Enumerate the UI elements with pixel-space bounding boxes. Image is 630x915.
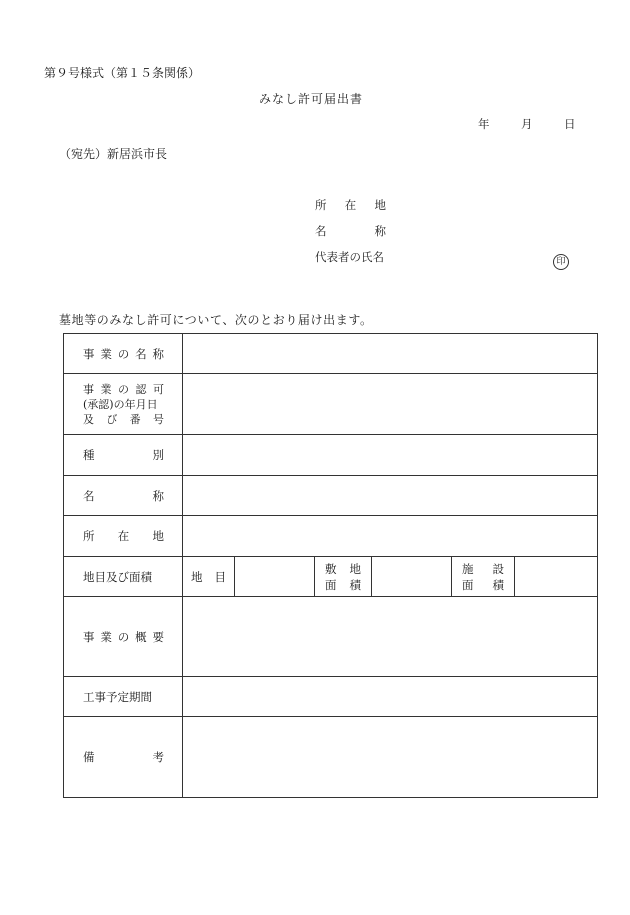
page-title: みなし許可届出書 — [259, 92, 364, 106]
input-type[interactable] — [183, 435, 598, 476]
date-month-label: 月 — [521, 117, 533, 131]
seal-icon: 印 — [553, 254, 569, 270]
input-remarks[interactable] — [183, 717, 598, 798]
input-business-summary[interactable] — [183, 597, 598, 677]
label-approval-line2: (承認)の年月日 — [83, 397, 158, 411]
input-site-area[interactable] — [372, 557, 452, 597]
input-business-name[interactable] — [183, 334, 598, 374]
row-construction-period — [64, 677, 598, 717]
row-approval — [64, 374, 598, 435]
applicant-address-label: 所 在 地 — [315, 198, 386, 212]
input-land-category[interactable] — [235, 557, 315, 597]
form-number: 第９号様式（第１５条関係） — [44, 66, 201, 80]
label-business-name: 事 業 の 名 称 — [64, 334, 183, 374]
input-facility-area[interactable] — [515, 557, 598, 597]
input-name[interactable] — [183, 476, 598, 516]
row-land-area — [64, 557, 598, 597]
row-name — [64, 476, 598, 516]
application-table — [63, 333, 598, 798]
row-remarks — [64, 717, 598, 798]
row-business-name — [64, 334, 598, 374]
label-approval: 事 業 の 認 可 (承認)の年月日 及 び 番 号 — [64, 374, 183, 435]
row-type — [64, 435, 598, 476]
representative-label: 代表者の氏名 — [315, 250, 384, 264]
input-construction-period[interactable] — [183, 677, 598, 717]
label-site-area: 敷 地 面 積 — [315, 557, 372, 597]
intro-text: 墓地等のみなし許可について、次のとおり届け出ます。 — [59, 313, 373, 327]
seal-mark — [553, 249, 569, 270]
label-business-summary: 事 業 の 概 要 — [64, 597, 183, 677]
row-business-summary — [64, 597, 598, 677]
input-location[interactable] — [183, 516, 598, 557]
label-land-area: 地目及び面積 — [64, 557, 183, 597]
addressee: （宛先）新居浜市長 — [59, 147, 168, 161]
label-type: 種 別 — [64, 435, 183, 476]
date-year-label: 年 — [478, 117, 490, 131]
label-location: 所 在 地 — [64, 516, 183, 557]
date-day-label: 日 — [564, 117, 576, 131]
applicant-name-label: 名 称 — [315, 224, 386, 238]
label-name: 名 称 — [64, 476, 183, 516]
label-facility-area: 施 設 面 積 — [452, 557, 515, 597]
label-land-category: 地 目 — [183, 557, 235, 597]
label-construction-period: 工事予定期間 — [64, 677, 183, 717]
label-remarks: 備 考 — [64, 717, 183, 798]
row-location — [64, 516, 598, 557]
input-approval[interactable] — [183, 374, 598, 435]
